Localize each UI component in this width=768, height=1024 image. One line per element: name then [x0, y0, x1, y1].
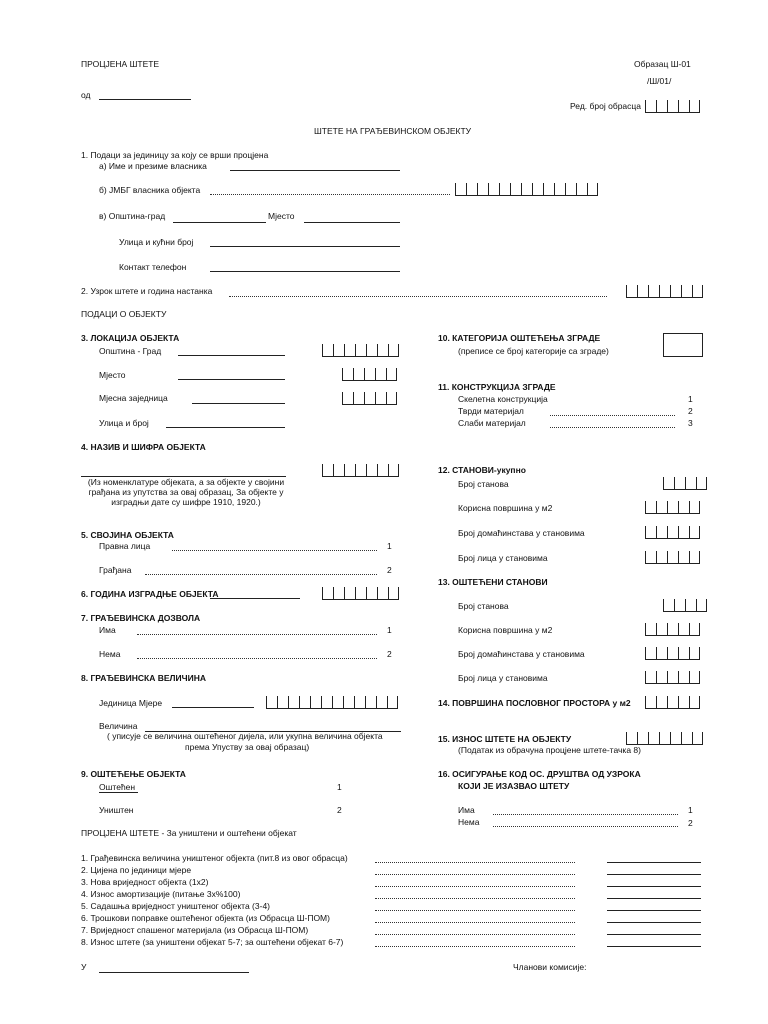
main-title: ШТЕТЕ НА ГРАЂЕВИНСКОМ ОБЈЕКТУ — [314, 126, 472, 136]
calc-item-3: 3. Нова вриједност објекта (1х2) — [81, 877, 209, 887]
s9-num-2: 2 — [337, 805, 342, 815]
s1-opstina-field[interactable] — [173, 222, 266, 223]
s1-kontakt-field[interactable] — [210, 271, 400, 272]
s13-item-2-boxes[interactable] — [645, 623, 700, 636]
s13-item-1: Број станова — [458, 601, 509, 611]
s5-num-1: 1 — [387, 541, 392, 551]
s12-item-1-boxes[interactable] — [663, 477, 707, 490]
s15-note: (Податак из обрачуна процјене штете-тачка 8) — [458, 745, 641, 755]
s15-amount-boxes[interactable] — [626, 732, 703, 745]
s3-mjesto-field[interactable] — [178, 379, 285, 380]
s11-item-1: Скелетна конструкција — [458, 394, 548, 404]
s8-note-1: ( уписује се величина оштећеног дијела, или укупна величина објекта — [107, 731, 383, 741]
s11-title: 11. КОНСТРУКЦИЈА ЗГРАДЕ — [438, 382, 556, 392]
s4-title: 4. НАЗИВ И ШИФРА ОБЈЕКТА — [81, 442, 206, 452]
s9-title: 9. ОШТЕЋЕЊЕ ОБЈЕКТА — [81, 769, 186, 779]
s13-title: 13. ОШТЕЋЕНИ СТАНОВИ — [438, 577, 548, 587]
s3-ulica-label: Улица и број — [99, 418, 149, 428]
s3-mz-field[interactable] — [192, 403, 285, 404]
s5-num-2: 2 — [387, 565, 392, 575]
s12-item-4-boxes[interactable] — [645, 551, 700, 564]
s11-item-3: Слаби материјал — [458, 418, 526, 428]
s3-opstina-boxes[interactable] — [322, 344, 399, 357]
footer-komisija-label: Чланови комисије: — [513, 962, 587, 972]
s10-category-box[interactable] — [663, 333, 703, 357]
form-sub-code: /Ш/01/ — [647, 76, 672, 86]
s16-nema-label: Нема — [458, 817, 480, 827]
footer-place-field[interactable] — [99, 972, 249, 973]
calc-item-4-dots — [375, 898, 575, 899]
s12-item-3-boxes[interactable] — [645, 526, 700, 539]
s8-note-2: према Упуству за овај образац) — [185, 742, 310, 752]
od-label: од — [81, 90, 91, 100]
s11-num-1: 1 — [688, 394, 693, 404]
s13-item-3: Број домаћинстава у становима — [458, 649, 585, 659]
s8-jedinica-boxes[interactable] — [266, 696, 398, 709]
red-broj-label: Ред. број обрасца — [570, 101, 641, 111]
calc-title: ПРОЦЈЕНА ШТЕТЕ - За уништени и оштећени објекат — [81, 828, 297, 838]
s14-title: 14. ПОВРШИНА ПОСЛОВНОГ ПРОСТОРА у м2 — [438, 698, 631, 708]
s14-area-boxes[interactable] — [645, 696, 700, 709]
s7-ima-label: Има — [99, 625, 116, 635]
calc-item-6-dots — [375, 922, 575, 923]
calc-item-5-field[interactable] — [607, 910, 701, 911]
calc-item-7-dots — [375, 934, 575, 935]
s1-ulica-label: Улица и кућни број — [119, 237, 194, 247]
calc-item-8: 8. Износ штете (за уништени објекат 5-7; за оштећени објекат 6-7) — [81, 937, 344, 947]
s6-year-boxes[interactable] — [322, 587, 399, 600]
calc-item-5-dots — [375, 910, 575, 911]
jmbg-dots — [210, 194, 450, 195]
s12-title: 12. СТАНОВИ-укупно — [438, 465, 526, 475]
s1-kontakt-label: Контакт телефон — [119, 262, 187, 272]
s7-nema-label: Нема — [99, 649, 121, 659]
s1-jmbg-label: б) ЈМБГ власника објекта — [99, 185, 201, 195]
calc-item-2-field[interactable] — [607, 874, 701, 875]
s4-code-boxes[interactable] — [322, 464, 399, 477]
s2-cause-field[interactable] — [229, 296, 607, 297]
s6-title: 6. ГОДИНА ИЗГРАДЊЕ ОБЈЕКТА — [81, 589, 219, 599]
s9-ostecen-underline — [99, 792, 138, 793]
s11-item-2: Тврди материјал — [458, 406, 524, 416]
calc-item-7-field[interactable] — [607, 934, 701, 935]
s12-item-3: Број домаћинстава у становима — [458, 528, 585, 538]
s5-pravna-dots — [172, 550, 377, 551]
s13-item-4: Број лица у становима — [458, 673, 548, 683]
s7-nema-dots — [137, 658, 377, 659]
calc-item-4-field[interactable] — [607, 898, 701, 899]
s3-mz-boxes[interactable] — [342, 392, 397, 405]
calc-item-2-dots — [375, 874, 575, 875]
s12-item-2: Корисна површина у м2 — [458, 503, 553, 513]
s9-num-1: 1 — [337, 782, 342, 792]
s2-year-boxes[interactable] — [626, 285, 703, 298]
s11-num-2: 2 — [688, 406, 693, 416]
footer-u-label: У — [81, 962, 87, 972]
s1-mjesto-field[interactable] — [304, 222, 400, 223]
s8-jedinica-field[interactable] — [172, 707, 254, 708]
s16-ima-label: Има — [458, 805, 475, 815]
s10-note: (преписе се број категорије са зграде) — [458, 346, 609, 356]
s4-note: (Из номенклатуре објеката, а за објекте у својини грађана из упутства за овај образац, За објекте у изградњи дате су шифре 1910, 1920.) — [87, 477, 285, 507]
s3-mjesto-label: Мјесто — [99, 370, 126, 380]
calc-item-3-field[interactable] — [607, 886, 701, 887]
owner-name-field[interactable] — [230, 170, 400, 171]
s13-item-4-boxes[interactable] — [645, 671, 700, 684]
s13-item-2: Корисна површина у м2 — [458, 625, 553, 635]
s3-opstina-label: Општина - Град — [99, 346, 162, 356]
s13-item-3-boxes[interactable] — [645, 647, 700, 660]
od-date-field[interactable] — [99, 99, 191, 100]
s5-title: 5. СВОЈИНА ОБЈЕКТА — [81, 530, 174, 540]
s12-item-1: Број станова — [458, 479, 509, 489]
s3-ulica-field[interactable] — [166, 427, 285, 428]
s8-jedinica-label: Јединица Мјере — [99, 698, 163, 708]
s7-title: 7. ГРАЂЕВИНСКА ДОЗВОЛА — [81, 613, 201, 623]
calc-item-7: 7. Вриједност спашеног материјала (из Обрасца Ш-ПОМ) — [81, 925, 309, 935]
calc-item-8-field[interactable] — [607, 946, 701, 947]
s16-num-1: 1 — [688, 805, 693, 815]
s5-pravna-label: Правна лица — [99, 541, 151, 551]
s9-unisten-label: Уништен — [99, 805, 134, 815]
s5-gradjana-label: Грађана — [99, 565, 132, 575]
s7-num-1: 1 — [387, 625, 392, 635]
s12-item-2-boxes[interactable] — [645, 501, 700, 514]
jmbg-boxes[interactable] — [455, 183, 598, 196]
s9-ostecen-label: Оштећен — [99, 782, 136, 792]
form-title-left: ПРОЦЈЕНА ШТЕТЕ — [81, 59, 160, 69]
s1-owner-label: а) Име и презиме власника — [99, 161, 207, 171]
s11-item-3-dots — [550, 427, 675, 428]
calc-item-1-field[interactable] — [607, 862, 701, 863]
form-code: Образац Ш-01 — [634, 59, 691, 69]
s16-title: 16. ОСИГУРАЊЕ КОД ОС. ДРУШТВА ОД УЗРОКА — [438, 769, 641, 779]
calc-item-5: 5. Садашња вриједност уништеног објекта (3-4) — [81, 901, 270, 911]
calc-item-1-dots — [375, 862, 575, 863]
s16-num-2: 2 — [688, 818, 693, 828]
calc-item-6: 6. Трошкови поправке оштећеног објекта (из Обрасца Ш-ПОМ) — [81, 913, 330, 923]
s16-nema-dots — [493, 826, 678, 827]
calc-item-4: 4. Износ амортизације (питање 3х%100) — [81, 889, 241, 899]
s3-title: 3. ЛОКАЦИЈА ОБЈЕКТА — [81, 333, 180, 343]
s1-title: 1. Подаци за јединицу за коју се врши процјена — [81, 150, 269, 160]
red-broj-boxes[interactable] — [645, 100, 700, 113]
podaci-heading: ПОДАЦИ О ОБЈЕКТУ — [81, 309, 167, 319]
s8-title: 8. ГРАЂЕВИНСКА ВЕЛИЧИНА — [81, 673, 206, 683]
s12-item-4: Број лица у становима — [458, 553, 548, 563]
s7-num-2: 2 — [387, 649, 392, 659]
s7-ima-dots — [137, 634, 377, 635]
s6-year-field[interactable] — [210, 598, 300, 599]
s13-item-1-boxes[interactable] — [663, 599, 707, 612]
s15-title: 15. ИЗНОС ШТЕТЕ НА ОБЈЕКТУ — [438, 734, 572, 744]
s16-ima-dots — [493, 814, 678, 815]
s16-title-2: КОЈИ ЈЕ ИЗАЗВАО ШТЕТУ — [458, 781, 570, 791]
calc-item-3-dots — [375, 886, 575, 887]
s3-mz-label: Мјесна заједница — [99, 393, 168, 403]
s11-num-3: 3 — [688, 418, 693, 428]
s8-velicina-label: Величина — [99, 721, 138, 731]
calc-item-6-field[interactable] — [607, 922, 701, 923]
s1-mjesto-label: Мјесто — [268, 211, 295, 221]
calc-item-8-dots — [375, 946, 575, 947]
s2-title: 2. Узрок штете и година настанка — [81, 286, 213, 296]
calc-item-1: 1. Грађевинска величина уништеног објекта (пит.8 из овог обрасца) — [81, 853, 348, 863]
s3-opstina-field[interactable] — [178, 355, 285, 356]
s1-opstina-label: в) Општина-град — [99, 211, 166, 221]
s1-ulica-field[interactable] — [210, 246, 400, 247]
calc-item-2: 2. Цијена по јединици мјере — [81, 865, 192, 875]
s11-item-2-dots — [550, 415, 675, 416]
s3-mjesto-boxes[interactable] — [342, 368, 397, 381]
s5-gradjana-dots — [145, 574, 377, 575]
s10-title: 10. КАТЕГОРИЈА ОШТЕЋЕЊА ЗГРАДЕ — [438, 333, 601, 343]
